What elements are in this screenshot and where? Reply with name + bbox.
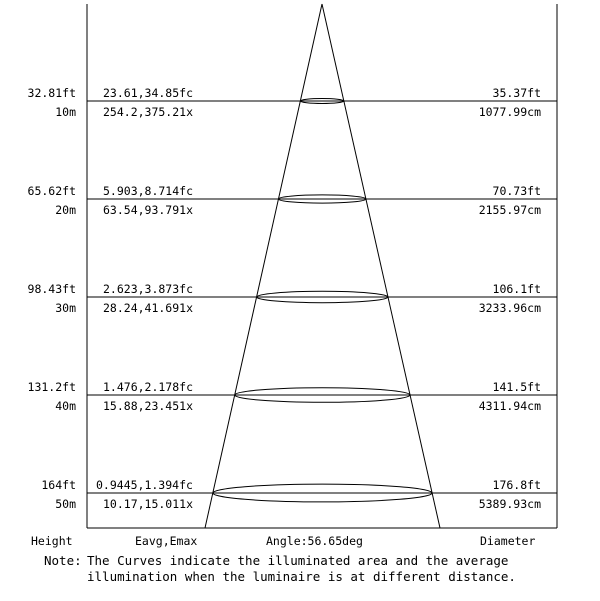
height-ft-label: 98.43ft [27,282,76,296]
height-ft-label: 164ft [41,478,76,492]
height-column-label: Height [31,534,73,548]
diameter-ft-label: 176.8ft [492,478,541,492]
diameter-cm-label: 5389.93cm [478,497,541,511]
height-m-label: 30m [55,301,76,315]
row-labels [28,86,542,511]
height-ft-label: 32.81ft [27,86,76,100]
illuminance-lx-label: 63.54,93.791x [103,203,194,217]
note-text [87,553,516,585]
illuminated-area-curves [213,99,432,502]
illuminance-fc-label: 23.61,34.85fc [103,86,194,100]
eavg-column-label: Eavg,Emax [135,534,198,548]
illuminance-lx-label: 15.88,23.451x [103,399,194,413]
height-ft-label: 65.62ft [27,184,76,198]
note [0,553,600,601]
illuminance-fc-label: 1.476,2.178fc [103,380,194,394]
diameter-cm-label: 4311.94cm [478,399,541,413]
height-m-label: 40m [55,399,76,413]
diameter-ft-label: 70.73ft [492,184,541,198]
illuminance-fc-label: 0.9445,1.394fc [96,478,193,492]
note-line-1: The Curves indicate the illuminated area and the average [87,553,509,568]
distance-lines [87,101,557,493]
diameter-ft-label: 106.1ft [492,282,541,296]
illuminance-lx-label: 28.24,41.691x [103,301,194,315]
height-m-label: 50m [55,497,76,511]
height-m-label: 10m [55,105,76,119]
height-m-label: 20m [55,203,76,217]
diameter-ft-label: 141.5ft [492,380,541,394]
cone-left-edge [205,4,322,528]
note-label: Note: [44,553,82,568]
illuminance-lx-label: 254.2,375.21x [103,105,194,119]
illuminance-fc-label: 5.903,8.714fc [103,184,194,198]
diameter-cm-label: 1077.99cm [478,105,541,119]
diameter-column-label: Diameter [480,534,536,548]
diameter-ft-label: 35.37ft [492,86,541,100]
cone-right-edge [322,4,440,528]
diameter-cm-label: 2155.97cm [478,203,541,217]
height-ft-label: 131.2ft [27,380,76,394]
illuminance-lx-label: 10.17,15.011x [103,497,194,511]
diameter-cm-label: 3233.96cm [478,301,541,315]
note-line-2: illumination when the luminaire is at different distance. [87,569,516,584]
beam-angle-label: Angle:56.65deg [266,534,363,548]
illuminance-fc-label: 2.623,3.873fc [103,282,194,296]
